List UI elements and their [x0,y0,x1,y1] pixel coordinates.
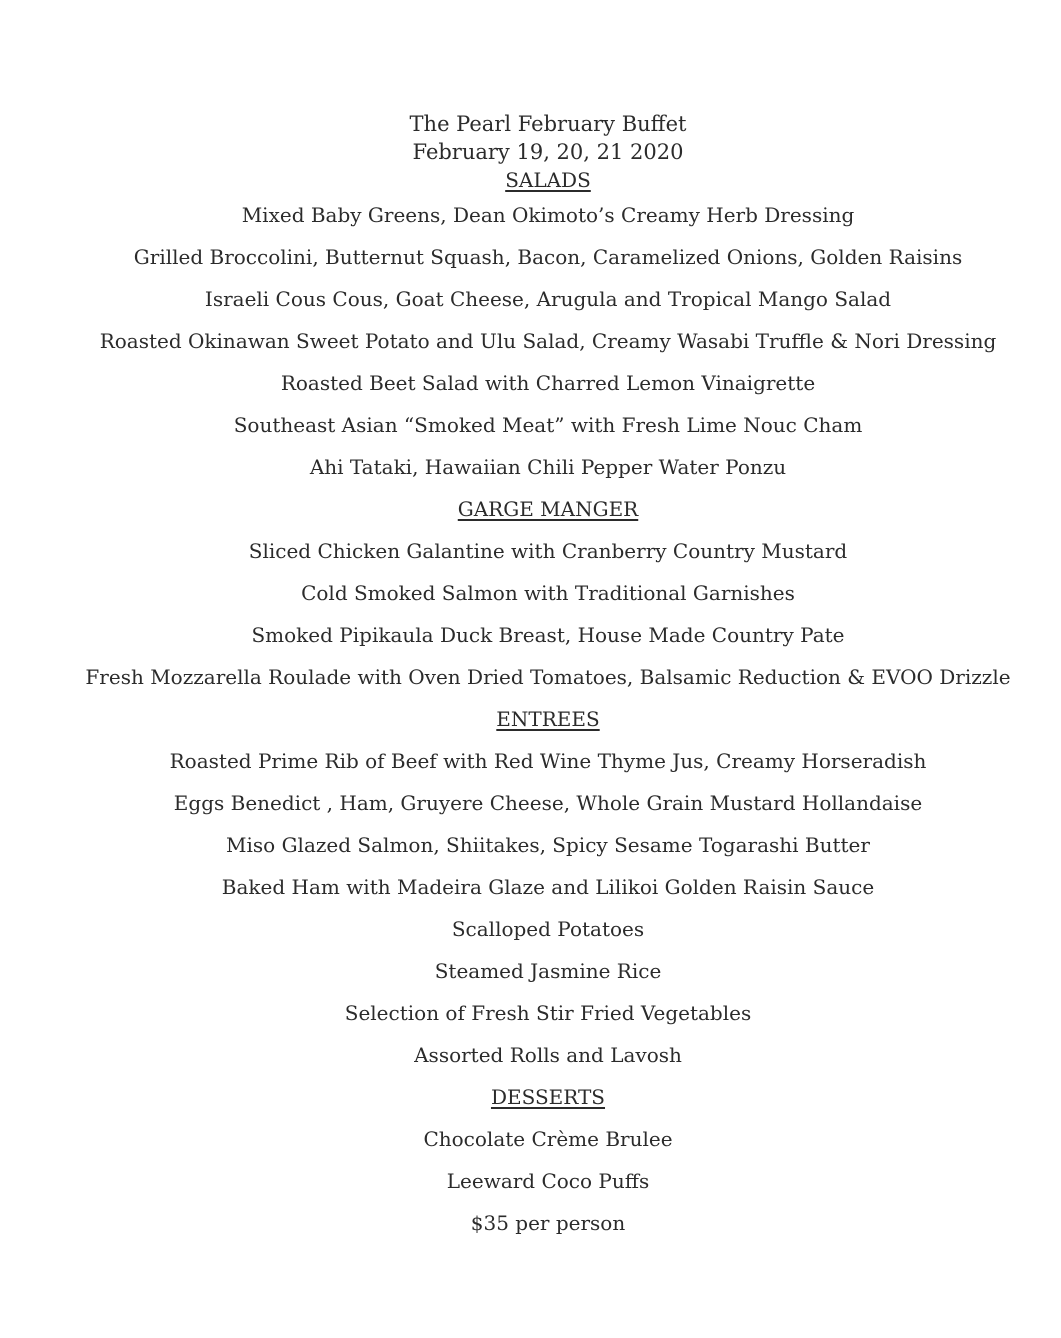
menu-item: Chocolate Crème Brulee [423,1127,673,1151]
entrees-list [40,740,1056,1076]
menu-item: Grilled Broccolini, Butternut Squash, Bacon, Caramelized Onions, Golden Raisins [133,245,963,269]
menu-item: Scalloped Potatoes [451,917,645,941]
salads-list [40,194,1056,488]
menu-item: Roasted Prime Rib of Beef with Red Wine Thyme Jus, Creamy Horseradish [169,749,927,773]
menu-page [40,110,1056,1244]
menu-item: Southeast Asian “Smoked Meat” with Fresh Lime Nouc Cham [233,413,863,437]
price: $35 per person [470,1211,626,1235]
menu-item: Fresh Mozzarella Roulade with Oven Dried Tomatoes, Balsamic Reduction & EVOO Drizzle [85,665,1011,689]
menu-item: Roasted Beet Salad with Charred Lemon Vinaigrette [280,371,816,395]
menu-item: Steamed Jasmine Rice [434,959,662,983]
menu-item: Smoked Pipikaula Duck Breast, House Made Country Pate [251,623,845,647]
menu-item: Mixed Baby Greens, Dean Okimoto’s Creamy Herb Dressing [241,203,855,227]
section-title-desserts: DESSERTS [490,1085,606,1109]
menu-item: Assorted Rolls and Lavosh [414,1043,682,1067]
menu-item: Leeward Coco Puffs [446,1169,650,1193]
section-salads [40,166,1056,194]
menu-item: Roasted Okinawan Sweet Potato and Ulu Salad, Creamy Wasabi Truffle & Nori Dressing [99,329,997,353]
menu-title: The Pearl February Buffet [409,112,687,136]
menu-dates: February 19, 20, 21 2020 [412,140,684,164]
menu-item: Miso Glazed Salmon, Shiitakes, Spicy Sesame Togarashi Butter [226,833,870,857]
section-title-entrees: ENTREES [496,707,600,731]
menu-item: Baked Ham with Madeira Glaze and Lilikoi Golden Raisin Sauce [221,875,875,899]
menu-item: Eggs Benedict , Ham, Gruyere Cheese, Whole Grain Mustard Hollandaise [173,791,923,815]
section-desserts [40,1076,1056,1118]
section-garge-manger [40,488,1056,530]
menu-item: Sliced Chicken Galantine with Cranberry Country Mustard [248,539,848,563]
section-title-garge-manger: GARGE MANGER [457,497,639,521]
section-title-salads: SALADS [505,168,591,192]
menu-item: Cold Smoked Salmon with Traditional Garnishes [301,581,795,605]
menu-item: Israeli Cous Cous, Goat Cheese, Arugula and Tropical Mango Salad [204,287,892,311]
menu-item: Ahi Tataki, Hawaiian Chili Pepper Water Ponzu [309,455,787,479]
section-entrees [40,698,1056,740]
garge-manger-list [40,530,1056,698]
menu-item: Selection of Fresh Stir Fried Vegetables [344,1001,752,1025]
desserts-list [40,1118,1056,1202]
